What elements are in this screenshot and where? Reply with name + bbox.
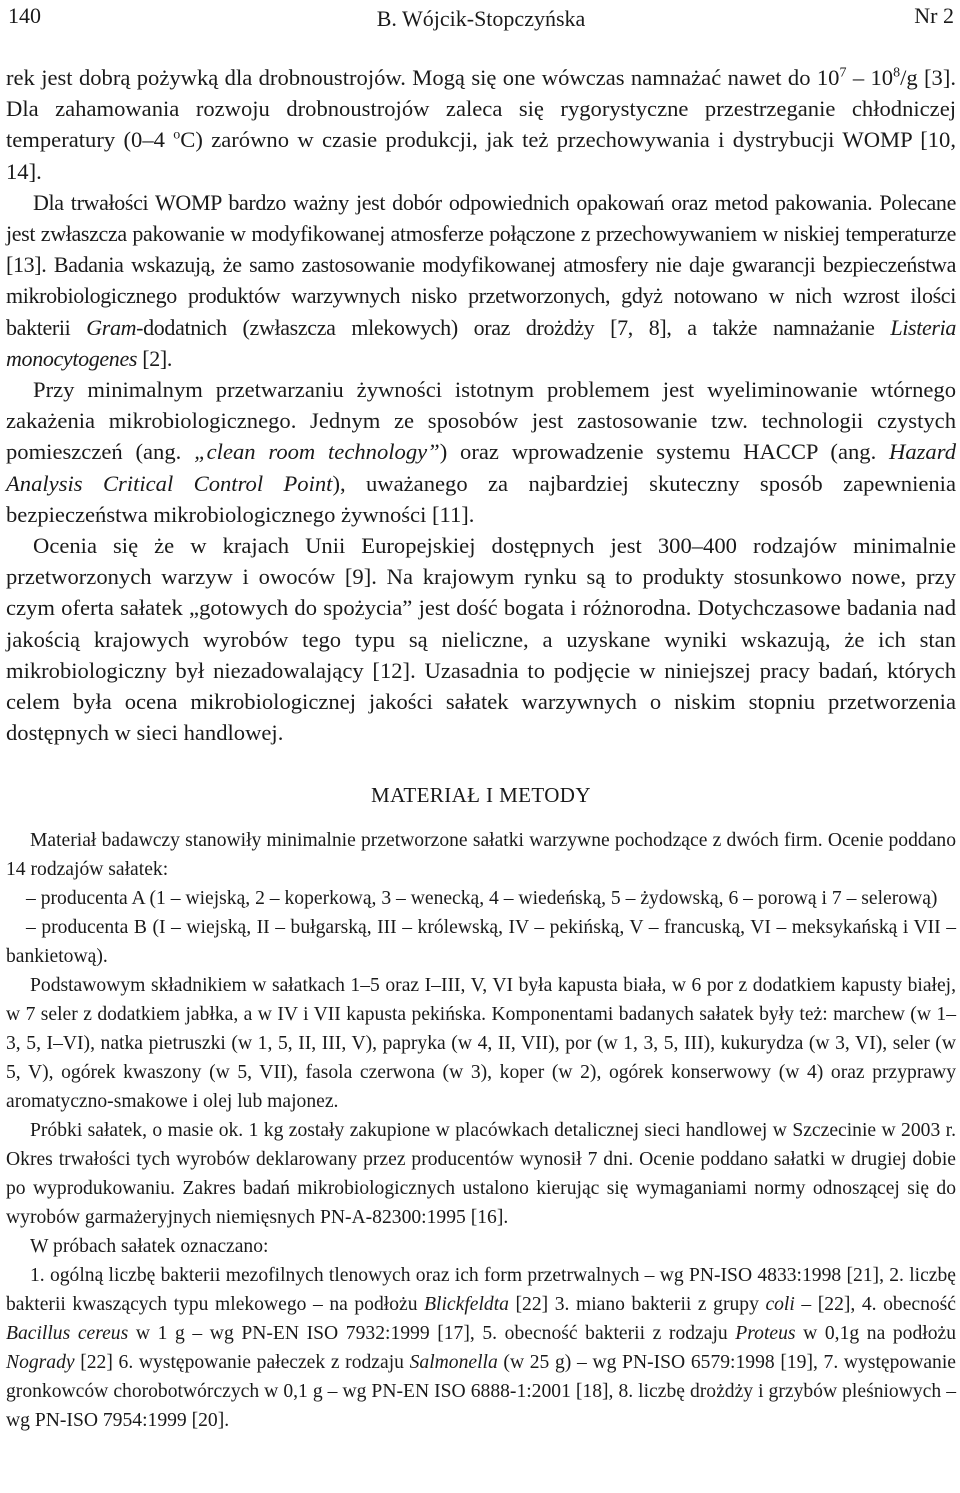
running-header	[6, 0, 956, 42]
paragraph-samples: Próbki sałatek, o masie ok. 1 kg zostały zakupione w placówkach detalicznej sieci handlowej w Szczecinie w 2003 r. Okres trwałości tych wyrobów deklarowany przez producentów wynosił 7 dni. Ocenie poddano sałatki w drugiej dobie po wyprodukowaniu. Zakres badań mikrobiologicznych ustalono kierując się wymaganiami normy odnoszącej się do wyrobów garmażeryjnych niemięsnych PN-A-82300:1995 [16].	[6, 1120, 956, 1229]
paragraph-material: Materiał badawczy stanowiły minimalnie przetworzone sałatki warzywne pochodzące z dwóch firm. Ocenie poddano 14 rodzajów sałatek:	[6, 830, 956, 881]
producer-b-item: – producenta B (I – wiejską, II – bułgarską, III – królewską, IV – pekińską, V – francuską, VI – meksykańską i VII – bankietową).	[6, 917, 956, 968]
methods-text	[6, 826, 956, 1435]
producer-a-item: – producenta A (1 – wiejską, 2 – koperkową, 3 – wenecką, 4 – wiedeńską, 5 – żydowską, 6 – porową i 7 – selerową)	[26, 888, 938, 910]
paragraph-packaging: Dla trwałości WOMP bardzo ważny jest dobór odpowiednich opakowań oraz metod pakowania. Polecane jest zwłaszcza pakowanie w modyfikowanej atmosferze połączone z przechowywaniem w niskiej temperaturze [13]. Badania wskazują, że samo zastosowanie modyfikowanej atmosfery nie daje gwarancji bezpieczeństwa mikrobiologicznego produktów warzywnych nisko przetworzonych, gdyż notowano w nich wzrost ilości bakterii Gram-dodatnich (zwłaszcza mlekowych) oraz drożdży [7, 8], a także namnażanie Listeria monocytogenes [2].	[6, 189, 957, 371]
page-number: 140	[8, 3, 41, 28]
paragraph-aim: Ocenia się że w krajach Unii Europejskiej dostępnych jest 300–400 rodzajów minimalnie przetworzonych warzyw i owoców [9]. Na krajowym rynku są to produkty stosunkowo nowe, przy czym oferta sałatek „gotowych do spożycia” jest dość bogata i różnorodna. Dotychczasowe badania nad jakością krajowych wyrobów tego typu są nieliczne, a uzyskane wyniki wskazują, że ich stan mikrobiologiczny był niezadowalający [12]. Uzasadnia to podjęcie w niniejszej pracy badań, których celem była ocena mikrobiologicznej jakości sałatek warzywnych o niskim stopniu przetworzenia dostępnych w sieci handlowej.	[6, 533, 956, 746]
paragraph-determined: W próbach sałatek oznaczano:	[30, 1236, 269, 1258]
paragraph-continuation: rek jest dobrą pożywką dla drobnoustrojów. Mogą się one wówczas namnażać nawet do $10^7 - 10^8/g$ [3]. Dla zahamowania rozwoju drobnoustrojów zaleca się rygorystyczne przestrzeganie chłodniczej temperatury (0–4 $^o$C) zarówno w czasie produkcji, jak też przechowywania i dystrybucji WOMP [10, 14].	[6, 65, 956, 184]
running-author: B. Wójcik-Stopczyńska	[376, 6, 586, 31]
paragraph-analyses-list: 1. ogólną liczbę bakterii mezofilnych tlenowych oraz ich form przetrwalnych – wg PN-ISO 4833:1998 [21], 2. liczbę bakterii kwaszących typu mlekowego – na podłożu Blickfeldta [22] 3. miano bakterii z grupy coli – [22], 4. obecność Bacillus cereus w 1 g – wg PN-EN ISO 7932:1999 [17], 5. obecność bakterii z rodzaju Proteus w 0,1g na podłożu Nogrady [22] 6. występowanie pałeczek z rodzaju Salmonella (w 25 g) – wg PN-ISO 6579:1998 [19], 7. występowanie gronkowców chorobotwórczych w 0,1 g – wg PN-EN ISO 6888-1:2001 [18], 8. liczbę drożdży i grzybów pleśniowych – wg PN-ISO 7954:1999 [20].	[6, 1265, 957, 1432]
paragraph-haccp: Przy minimalnym przetwarzaniu żywności istotnym problemem jest wyeliminowanie wtórnego zakażenia mikrobiologicznego. Jednym ze sposobów jest zastosowanie tzw. technologii czystych pomieszczeń (ang. „clean room technology”) oraz wprowadzenie systemu HACCP (ang. Hazard Analysis Critical Control Point), uważanego za najbardziej skuteczny sposób zapewnienia bezpieczeństwa mikrobiologicznego żywności [11].	[6, 377, 956, 527]
paragraph-ingredients: Podstawowym składnikiem w sałatkach 1–5 oraz I–III, V, VI była kapusta biała, w 6 por z dodatkiem kapusty białej, w 7 seler z dodatkiem jabłka, a w IV i VII kapusta pekińska. Komponentami badanych sałatek były też: marchew (w 1–3, 5, I–VI), natka pietruszki (w 1, 5, II, III, V), papryka (w 4, II, VII), por (w 1, 3, 5, III), kukurydza (w 3, VI), seler (w 5, V), ogórek kwaszony (w 5, VII), fasola czerwona (w 3), koper (w 2), ogórek konserwowy (w 4) oraz przyprawy aromatyczno-smakowe i olej lub majonez.	[6, 975, 956, 1113]
issue-number: Nr 2	[914, 3, 954, 28]
intro-text	[6, 62, 956, 748]
section-heading: MATERIAŁ I METODY	[371, 783, 591, 808]
